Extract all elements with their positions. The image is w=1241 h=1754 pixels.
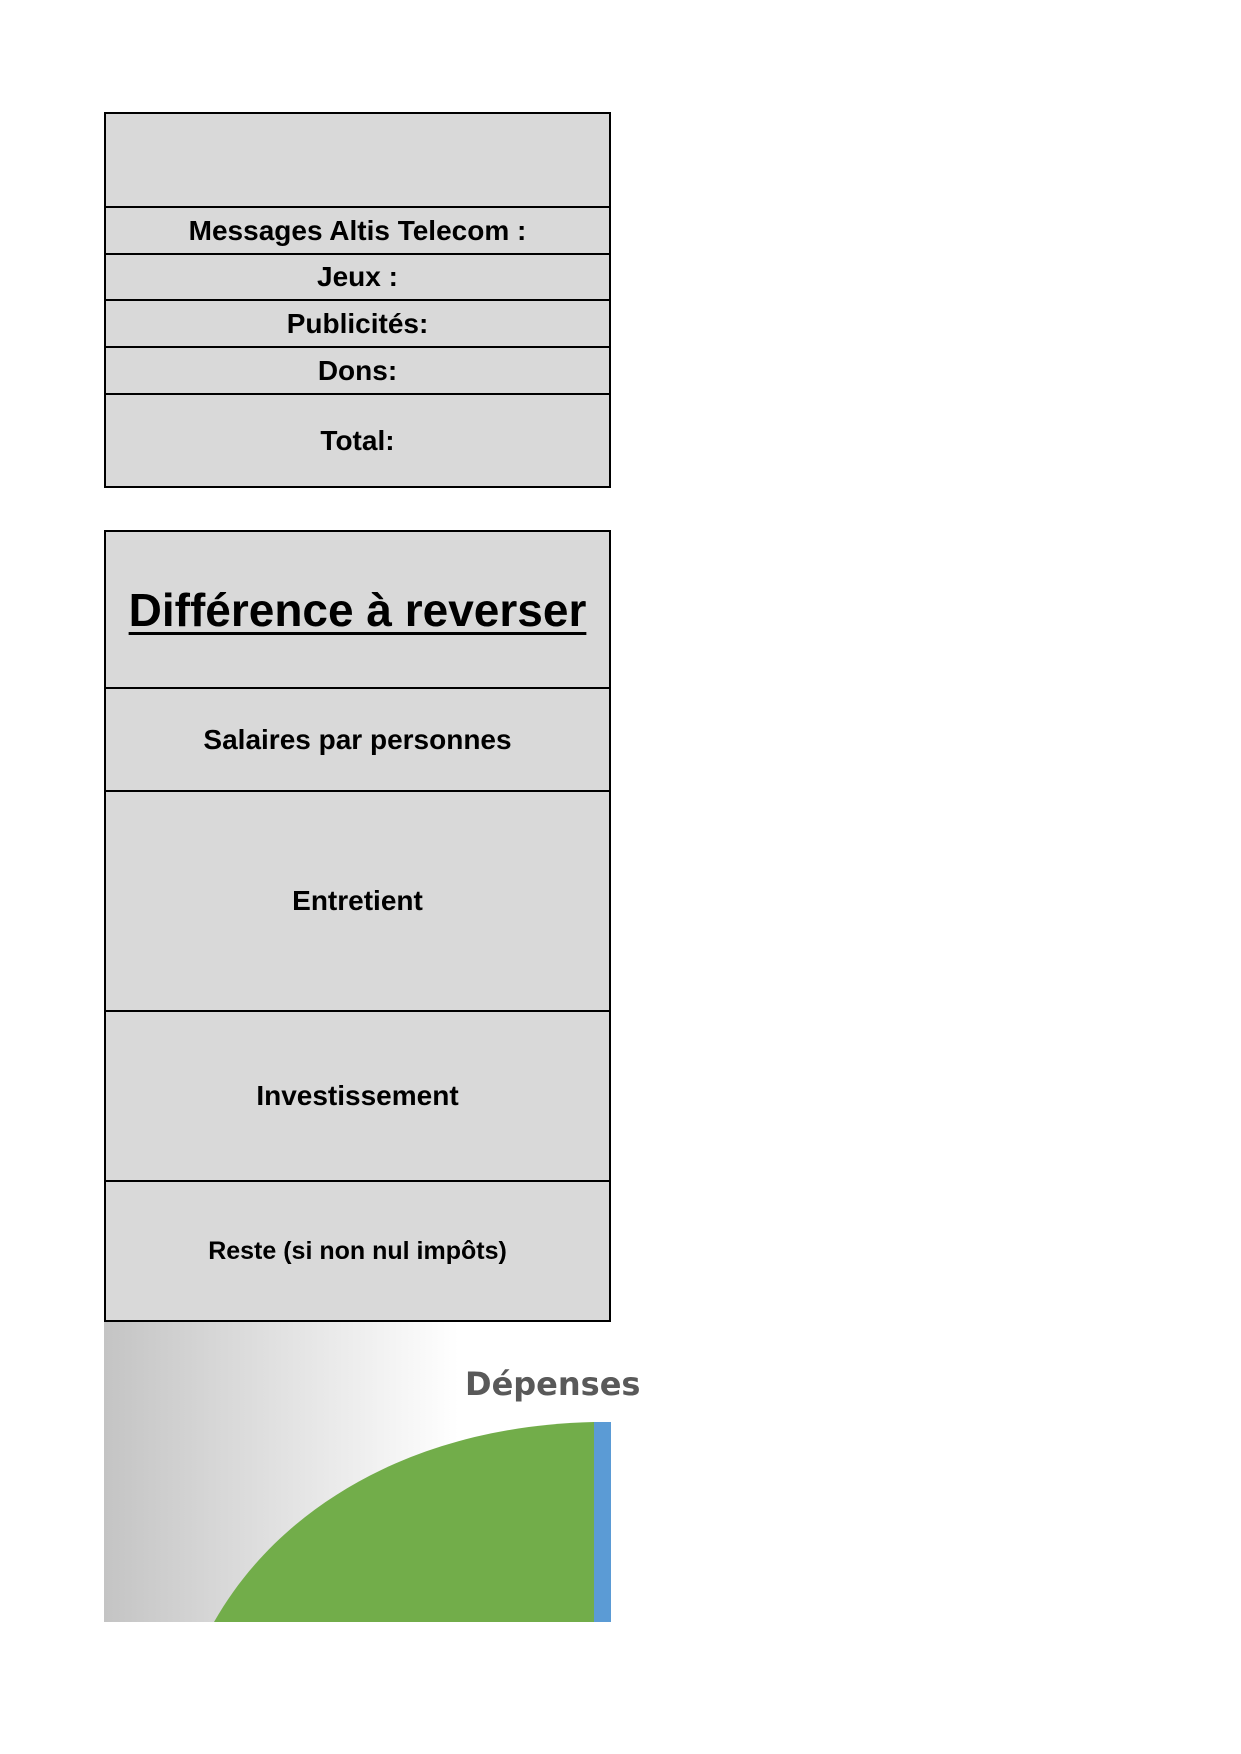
expenses-pie-chart bbox=[104, 1322, 641, 1622]
row-label-investissement: Investissement bbox=[256, 1080, 459, 1111]
table-row-publicites bbox=[104, 299, 611, 346]
pie-slice-blue bbox=[594, 1422, 611, 1622]
row-label-salaires: Salaires par personnes bbox=[203, 723, 512, 755]
table-row-total bbox=[104, 393, 611, 488]
table-row-investissement bbox=[104, 1010, 611, 1180]
pie-chart-svg bbox=[104, 1322, 641, 1622]
table-row-entretient bbox=[104, 790, 611, 1010]
row-label-messages: Messages Altis Telecom : bbox=[188, 214, 527, 246]
table-row-reste bbox=[104, 1180, 611, 1322]
table-row-messages bbox=[104, 206, 611, 253]
row-label-jeux: Jeux : bbox=[317, 261, 398, 292]
expense-table-title: Différence à reverser bbox=[128, 583, 587, 636]
table-row-salaires bbox=[104, 687, 611, 790]
revenue-table-header-cell bbox=[104, 112, 611, 206]
table-row-dons bbox=[104, 346, 611, 393]
row-label-reste: Reste (si non nul impôts) bbox=[208, 1236, 507, 1265]
table-row-jeux bbox=[104, 253, 611, 299]
row-label-publicites: Publicités: bbox=[286, 307, 429, 339]
expense-table-title-cell bbox=[104, 530, 611, 687]
row-label-entretient: Entretient bbox=[292, 885, 423, 916]
row-label-dons: Dons: bbox=[317, 354, 398, 386]
row-label-total: Total: bbox=[320, 424, 395, 456]
chart-title: Dépenses bbox=[465, 1365, 641, 1403]
